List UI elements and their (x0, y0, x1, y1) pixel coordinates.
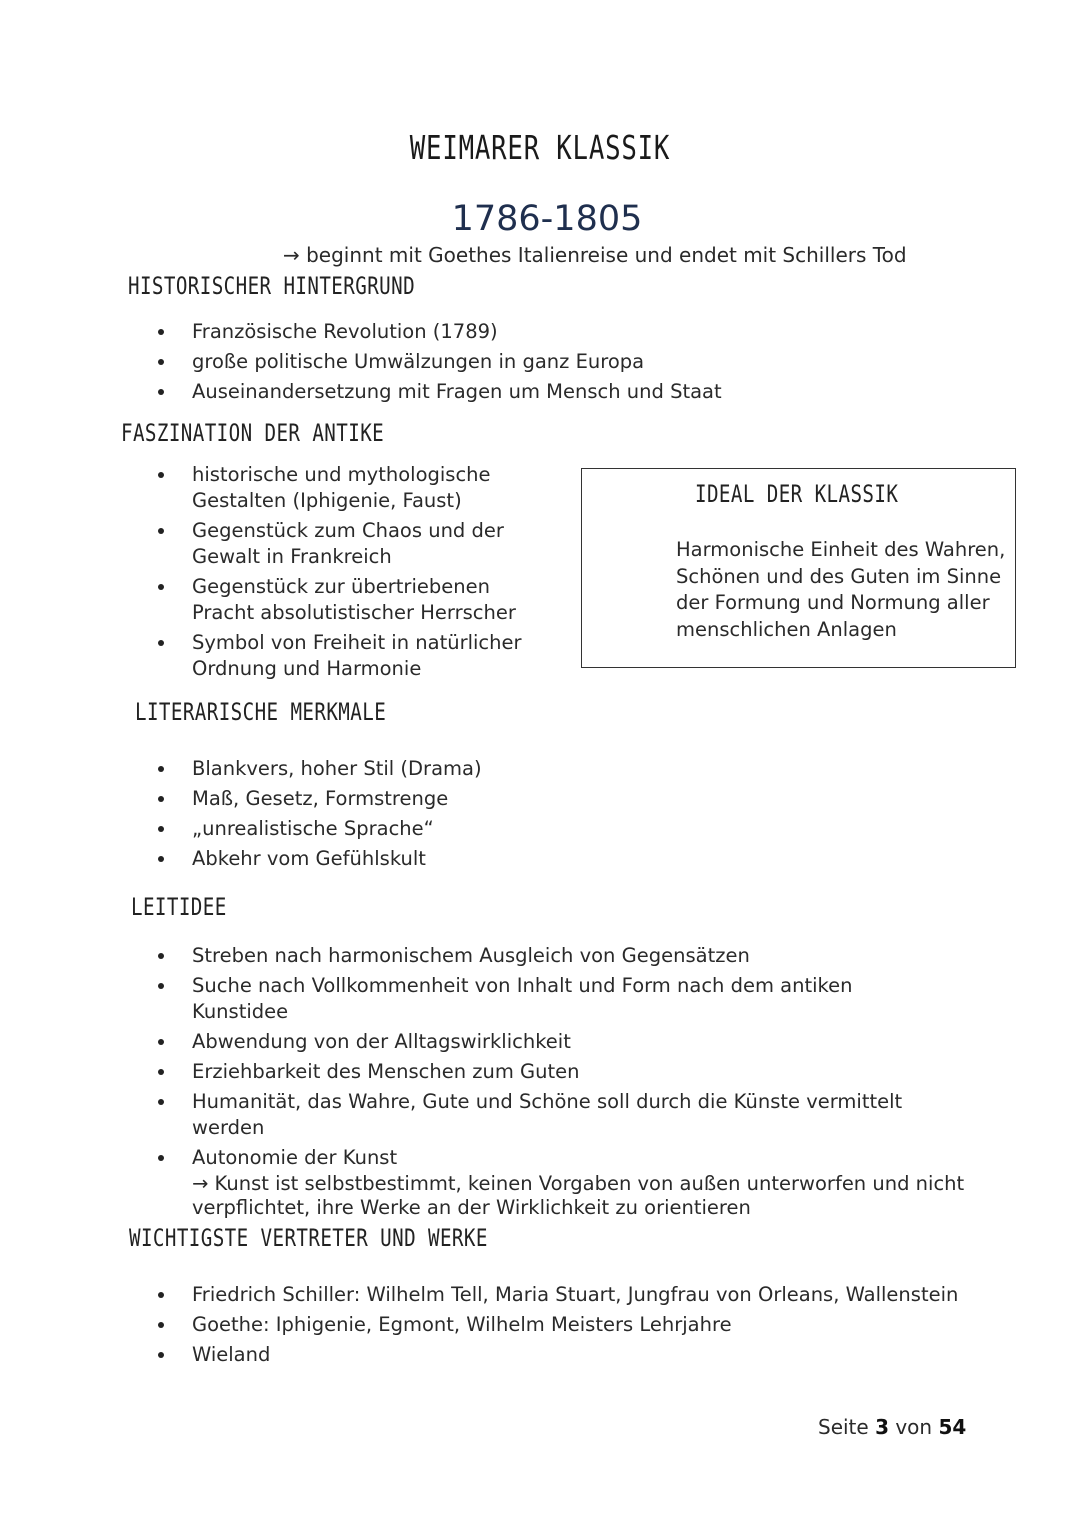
page-title: WEIMARER KLASSIK (409, 128, 671, 167)
heading-leitidee: LEITIDEE (131, 893, 227, 921)
list-item: Auseinandersetzung mit Fragen um Mensch und Staat (158, 379, 758, 405)
list-antike (158, 462, 558, 686)
list-item: Streben nach harmonischem Ausgleich von Gegensätzen (158, 943, 928, 969)
list-item: Blankvers, hoher Stil (Drama) (158, 756, 758, 782)
heading-faszination-antike: FASZINATION DER ANTIKE (121, 419, 385, 447)
ideal-text: Harmonische Einheit des Wahren, Schönen und des Guten im Sinne der Formung und Normung aller menschlichen Anlagen (676, 538, 1006, 641)
list-item: Friedrich Schiller: Wilhelm Tell, Maria Stuart, Jungfrau von Orleans, Wallenstein (158, 1282, 1018, 1308)
list-merkmale (158, 756, 758, 876)
list-item: historische und mythologische Gestalten (Iphigenie, Faust) (158, 462, 558, 514)
leitidee-note: → Kunst ist selbstbestimmt, keinen Vorgaben von außen unterworfen und nicht verpflichtet, ihre Werke an der Wirklichkeit zu orientieren (192, 1172, 965, 1219)
list-item: Symbol von Freiheit in natürlicher Ordnung und Harmonie (158, 630, 558, 682)
page-label: Seite (818, 1415, 869, 1439)
page-number (818, 1415, 966, 1439)
heading-literarische-merkmale: LITERARISCHE MERKMALE (135, 698, 387, 726)
list-item: Erziehbarkeit des Menschen zum Guten (158, 1059, 928, 1085)
list-item: Goethe: Iphigenie, Egmont, Wilhelm Meisters Lehrjahre (158, 1312, 1018, 1338)
heading-ideal-der-klassik: IDEAL DER KLASSIK (695, 480, 899, 508)
list-item: Gegenstück zum Chaos und der Gewalt in Frankreich (158, 518, 558, 570)
list-vertreter (158, 1282, 1018, 1372)
list-item: Humanität, das Wahre, Gute und Schöne soll durch die Künste vermittelt werden (158, 1089, 928, 1141)
period-subtitle: → beginnt mit Goethes Italienreise und endet mit Schillers Tod (283, 243, 907, 267)
list-leitidee (158, 943, 928, 1175)
list-item: Französische Revolution (1789) (158, 319, 758, 345)
page-of: von (895, 1415, 933, 1439)
list-item: Autonomie der Kunst (158, 1145, 928, 1171)
heading-historischer-hintergrund: HISTORISCHER HINTERGRUND (128, 272, 416, 300)
page-total: 54 (938, 1415, 967, 1439)
list-item: Gegenstück zur übertriebenen Pracht absolutistischer Herrscher (158, 574, 558, 626)
list-item: Wieland (158, 1342, 1018, 1368)
list-item: Suche nach Vollkommenheit von Inhalt und Form nach dem antiken Kunstidee (158, 973, 928, 1025)
list-item: Maß, Gesetz, Formstrenge (158, 786, 758, 812)
list-item: große politische Umwälzungen in ganz Europa (158, 349, 758, 375)
list-item: Abkehr vom Gefühlskult (158, 846, 758, 872)
page-current: 3 (875, 1415, 889, 1439)
list-item: „unrealistische Sprache“ (158, 816, 758, 842)
heading-vertreter-werke: WICHTIGSTE VERTRETER UND WERKE (129, 1224, 488, 1252)
list-item: Abwendung von der Alltagswirklichkeit (158, 1029, 928, 1055)
list-historisch (158, 319, 758, 409)
period-years: 1786-1805 (451, 199, 643, 239)
